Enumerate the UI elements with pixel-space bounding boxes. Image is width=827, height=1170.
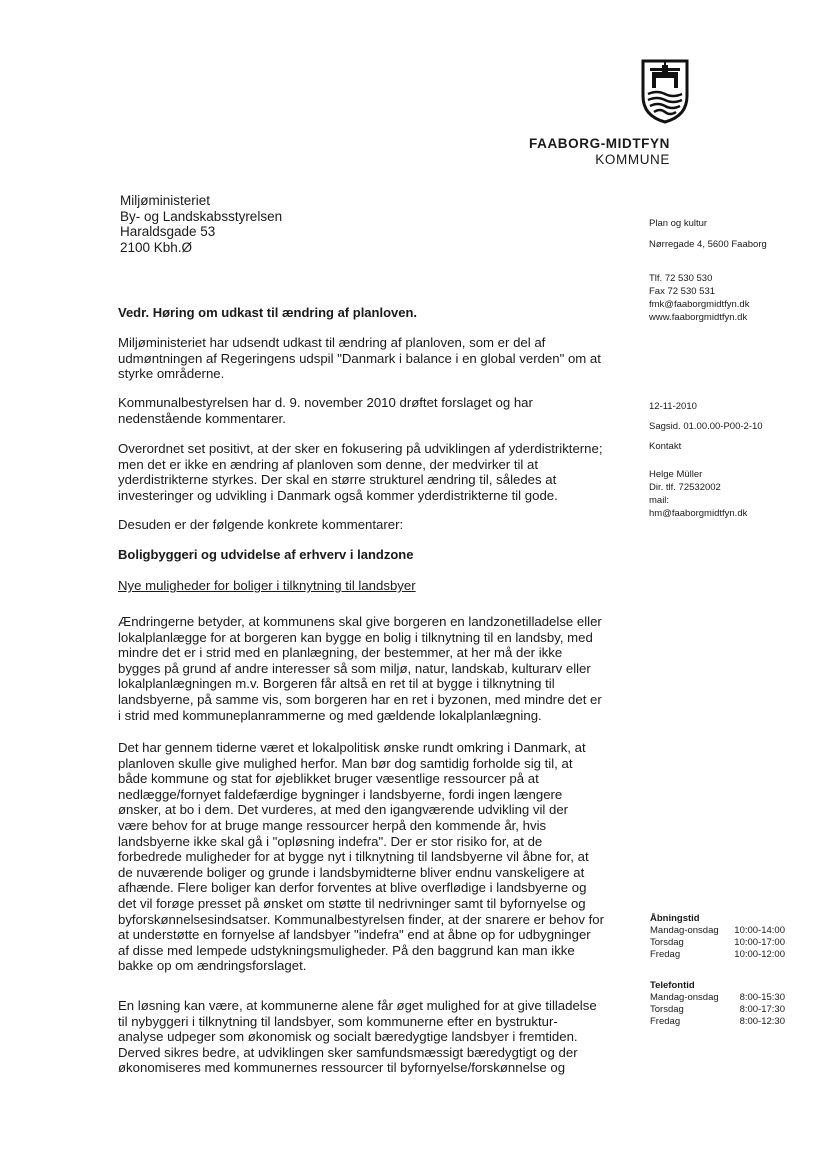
contact-email: hm@faaborgmidtfyn.dk: [649, 508, 748, 519]
phone-hours: [650, 980, 785, 1028]
text-line: bakke op om ændringsforslaget.: [118, 958, 307, 974]
hours-time: 8:00-15:30: [739, 992, 785, 1003]
hours-row: [650, 949, 785, 961]
hours-day: Torsdag: [650, 937, 684, 948]
hours-row: [650, 992, 785, 1004]
text-line: landsbyerne, på samme vis, som borgeren har en ret i byzonen, med mindre det er: [118, 691, 602, 707]
contact-name: Helge Müller: [649, 469, 703, 480]
text-line: økonomiseres med kommunernes ressourcer til byfornyelse/forskønnelse og: [118, 1060, 566, 1076]
sender-fax: Fax 72 530 531: [649, 286, 716, 297]
text-line: forbedrede muligheder for at bygge nyt i tilknytning til landsbyerne vil åbne for, at: [118, 849, 589, 865]
municipality-logo: [640, 58, 690, 124]
text-line: Miljøministeriet har udsendt udkast til ændring af planloven, som er del af: [118, 335, 546, 350]
case-id: Sagsid. 01.00.00-P00-2-10: [649, 421, 763, 432]
text-line: det vil forøge presset på ønsket om støtte til nedrivninger samt til byfornyelse og: [118, 895, 586, 911]
hours-day: Mandag-onsdag: [650, 925, 719, 936]
paragraph-local-politics: [118, 740, 616, 974]
recipient-line: By- og Landskabsstyrelsen: [120, 208, 283, 224]
hours-time: 10:00-17:00: [734, 937, 785, 948]
text-line: de nuværende boliger og grunde i landsbymidterne bliver endnu vanskeligere at: [118, 864, 585, 880]
text-line: Overordnet set positivt, at der sker en fokusering på udviklingen af yderdistrikterne;: [118, 441, 603, 456]
text-line: af disse med lempede udstykningsmuligheder. På den baggrund kan man ikke: [118, 942, 575, 958]
text-line: planloven skulle give mulighed herfor. Man bør dog samtidig forholde sig til, at: [118, 755, 573, 771]
text-line: yderdistrikterne styrkes. Der skal en større strukturel ændring til, således at: [118, 472, 557, 488]
hours-row: [650, 925, 785, 937]
text-line: nedenstående kommentarer.: [118, 410, 286, 426]
hours-time: 8:00-12:30: [739, 1016, 785, 1027]
text-line: lokalplanlægge for at borgeren kan bygge en bolig i tilknytning til en landsby, med: [118, 629, 593, 645]
text-line: analyse udpeger som økonomisk og socialt bæredygtige landsbyer i fremtiden.: [118, 1029, 578, 1045]
text-line: til nybyggeri i tilknytning til landsbyer, som kommunerne efter en bystruktur-: [118, 1013, 558, 1029]
text-line: styrke områderne.: [118, 366, 225, 382]
paragraph-comments-intro: [118, 517, 616, 533]
contact-mail-label: mail:: [649, 495, 670, 506]
opening-hours-title: Åbningstid: [650, 913, 700, 924]
text-line: lokalplanlægningen m.v. Borgeren får altså en ret til at bygge i tilknytning til: [118, 676, 555, 692]
text-line: afhænde. Flere boliger kan derfor forventes at blive overflødige i landsbyerne og: [118, 880, 587, 896]
paragraph-solution: [118, 998, 616, 1076]
text-line: investeringer og udvikling i Danmark også kommer yderdistrikterne til gode.: [118, 487, 558, 503]
text-line: både kommune og stat for øjeblikket bruger væsentlige ressourcer på at: [118, 771, 539, 787]
text-line: ønsker, at bo i dem. Det vurderes, at med den igangværende udvikling vil der: [118, 802, 569, 818]
brand-subtitle: KOMMUNE: [595, 152, 670, 167]
paragraph-changes: [118, 614, 616, 723]
text-line: Derved sikres bedre, at udviklingen sker samfundsmæssigt bæredygtigt og der: [118, 1044, 578, 1060]
contact-phone: Dir. tlf. 72532002: [649, 482, 721, 493]
opening-hours: [650, 913, 785, 961]
text-line: at understøtte en fornyelse af landsbyer "indefra" end at åbne op for udbygninger: [118, 927, 591, 943]
text-line: Desuden er der følgende konkrete kommentarer:: [118, 517, 404, 532]
text-line: Det har gennem tiderne været et lokalpolitisk ønske rundt omkring i Danmark, at: [118, 740, 586, 755]
sender-department: Plan og kultur: [649, 218, 708, 229]
text-line: byforskønnelsesindsatser. Kommunalbestyrelsen finder, at der snarere er behov for: [118, 911, 604, 927]
hours-day: Torsdag: [650, 1004, 684, 1015]
sender-email: fmk@faaborgmidtfyn.dk: [649, 299, 750, 310]
recipient-address: [120, 193, 282, 255]
recipient-line: Haraldsgade 53: [120, 224, 216, 239]
text-line: bygges på grund af andre interesser så som miljø, natur, landskab, kulturarv eller: [118, 660, 591, 676]
hours-row: [650, 1004, 785, 1016]
hours-day: Fredag: [650, 949, 681, 960]
hours-row: [650, 937, 785, 949]
paragraph-council: [118, 395, 616, 426]
hours-time: 10:00-12:00: [734, 949, 785, 960]
recipient-line: Miljøministeriet: [120, 193, 211, 208]
letter-subject: Vedr. Høring om udkast til ændring af planloven.: [118, 305, 418, 320]
sender-web: www.faaborgmidtfyn.dk: [649, 312, 748, 323]
text-line: En løsning kan være, at kommunerne alene får øget mulighed for at give tilladelse: [118, 998, 597, 1013]
text-line: være behov for at bruge mange ressourcer herpå den kommende år, hvis: [118, 817, 547, 833]
text-line: i strid med kommuneplanrammerne og med gældende lokalplanlægning.: [118, 707, 542, 723]
text-line: nedlægge/fornyet faldefærdige bygninger i landsbyerne, fordi ingen længere: [118, 786, 563, 802]
text-line: Kommunalbestyrelsen har d. 9. november 2010 drøftet forslaget og har: [118, 395, 533, 410]
hours-time: 10:00-14:00: [734, 925, 785, 936]
text-line: men det er ikke en ændring af planloven som denne, der medvirker til at: [118, 456, 539, 472]
brand-name: FAABORG-MIDTFYN: [529, 136, 670, 151]
sender-phone: Tlf. 72 530 530: [649, 273, 713, 284]
hours-day: Mandag-onsdag: [650, 992, 719, 1003]
recipient-line: 2100 Kbh.Ø: [120, 239, 193, 255]
contact-label: Kontakt: [649, 441, 682, 452]
sender-address: Nørregade 4, 5600 Faaborg: [649, 239, 767, 250]
hours-row: [650, 1016, 785, 1028]
hours-day: Fredag: [650, 1016, 681, 1027]
coat-of-arms-icon: [640, 58, 690, 124]
letter-date: 12-11-2010: [649, 401, 697, 412]
subsection-heading: Nye muligheder for boliger i tilknytning til landsbyer: [118, 578, 416, 593]
text-line: Ændringerne betyder, at kommunens skal give borgeren en landzonetilladelse eller: [118, 614, 602, 629]
phone-hours-title: Telefontid: [650, 980, 695, 991]
text-line: landsbyerne ikke skal gå i "opløsning indefra". Der er stor risiko for, at de: [118, 833, 543, 849]
section-heading: Boligbyggeri og udvidelse af erhverv i landzone: [118, 547, 414, 562]
paragraph-overall: [118, 441, 616, 503]
text-line: udmøntningen af Regeringens udspil "Danmark i balance i en global verden" om at: [118, 350, 601, 366]
text-line: mindre det er i strid med en planlægning, der bestemmer, at her må der ikke: [118, 645, 563, 661]
paragraph-intro: [118, 335, 616, 382]
hours-time: 8:00-17:30: [739, 1004, 785, 1015]
